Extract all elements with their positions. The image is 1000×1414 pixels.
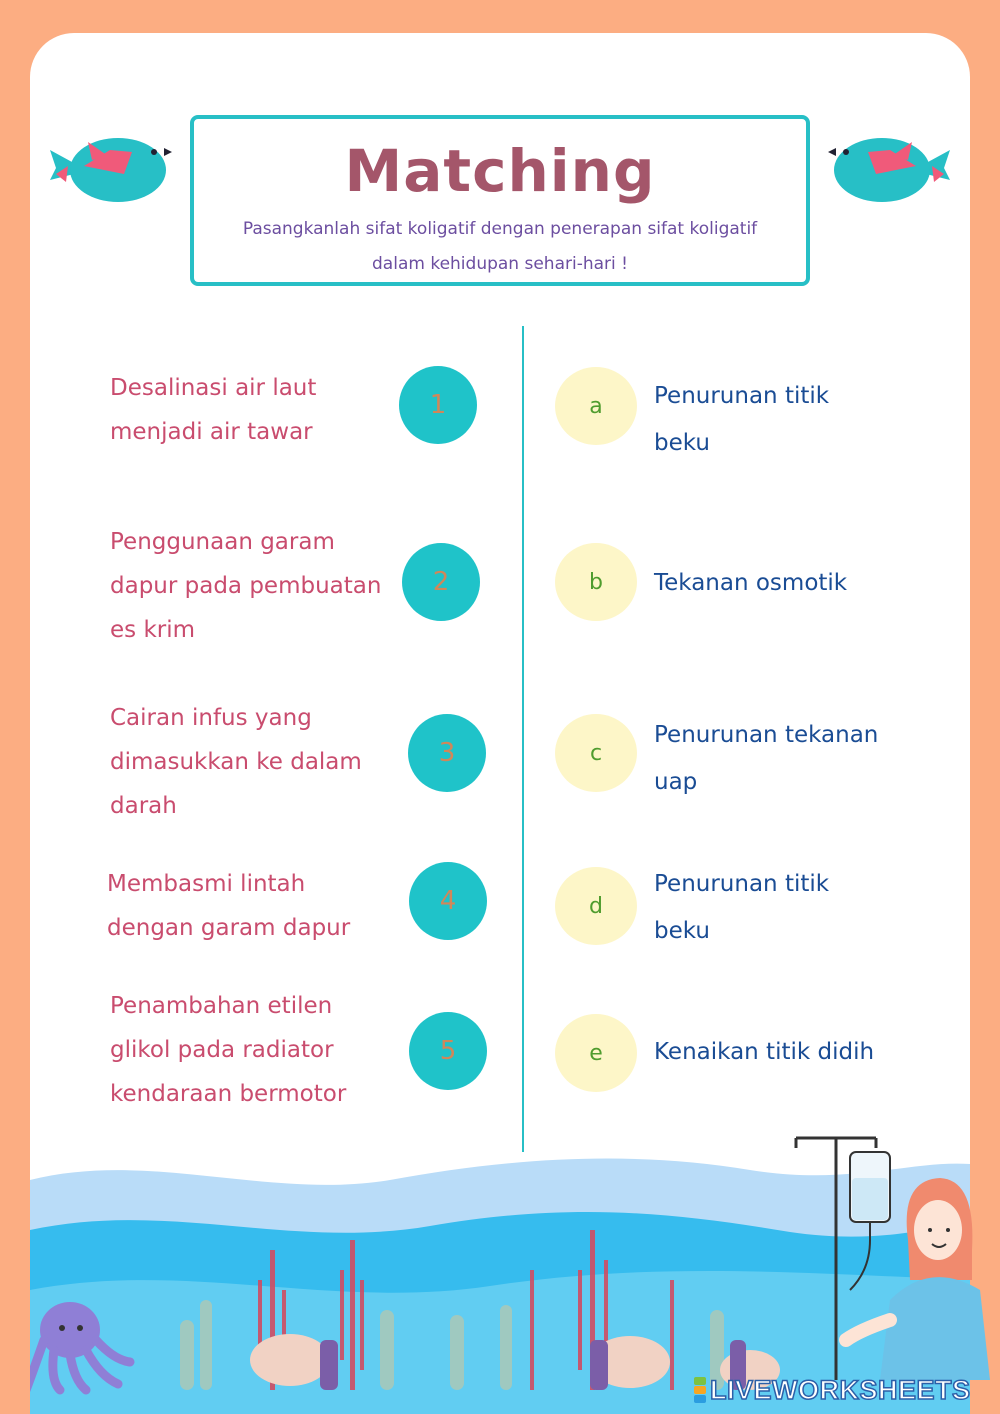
- answer-d-letter[interactable]: d: [555, 867, 637, 945]
- question-5-text: Penambahan etilen glikol pada radiator kendaraan bermotor: [110, 993, 347, 1107]
- column-divider: [522, 326, 524, 1152]
- question-5-number[interactable]: 5: [409, 1012, 487, 1090]
- question-4-number[interactable]: 4: [409, 862, 487, 940]
- answer-e-letter[interactable]: e: [555, 1014, 637, 1092]
- answer-a-text: Penurunan titik beku: [654, 383, 830, 456]
- nurse-with-iv-drip-icon: [790, 1130, 990, 1380]
- bird-right-icon: [826, 128, 952, 206]
- watermark-text: LIVEWORKSHEETS: [710, 1374, 971, 1405]
- question-2-number[interactable]: 2: [402, 543, 480, 621]
- answer-c-letter[interactable]: c: [555, 714, 637, 792]
- instructions: [194, 212, 806, 282]
- question-3-text: Cairan infus yang dimasukkan ke dalam darah: [110, 705, 362, 819]
- page-title: Matching: [344, 137, 656, 205]
- answer-c-text: Penurunan tekanan uap: [654, 722, 879, 795]
- answer-b-text: Tekanan osmotik: [654, 570, 848, 596]
- answer-d-text: Penurunan titik beku: [654, 871, 830, 944]
- instructions-line-1: Pasangkanlah sifat koligatif dengan penerapan sifat koligatif: [242, 219, 758, 239]
- answer-e-text: Kenaikan titik didih: [654, 1039, 875, 1065]
- answer-a-letter[interactable]: a: [555, 367, 637, 445]
- question-1-number[interactable]: 1: [399, 366, 477, 444]
- question-3-number[interactable]: 3: [408, 714, 486, 792]
- question-1-text: Desalinasi air laut menjadi air tawar: [110, 375, 317, 445]
- bird-left-icon: [48, 128, 174, 206]
- answer-b-letter[interactable]: b: [555, 543, 637, 621]
- liveworksheets-logo-icon: [694, 1377, 706, 1403]
- title-box: [190, 115, 810, 286]
- question-2-text: Penggunaan garam dapur pada pembuatan es krim: [110, 529, 382, 643]
- instructions-line-2: dalam kehidupan sehari-hari !: [372, 254, 628, 274]
- question-4-text: Membasmi lintah dengan garam dapur: [107, 871, 351, 941]
- liveworksheets-watermark: [694, 1374, 971, 1406]
